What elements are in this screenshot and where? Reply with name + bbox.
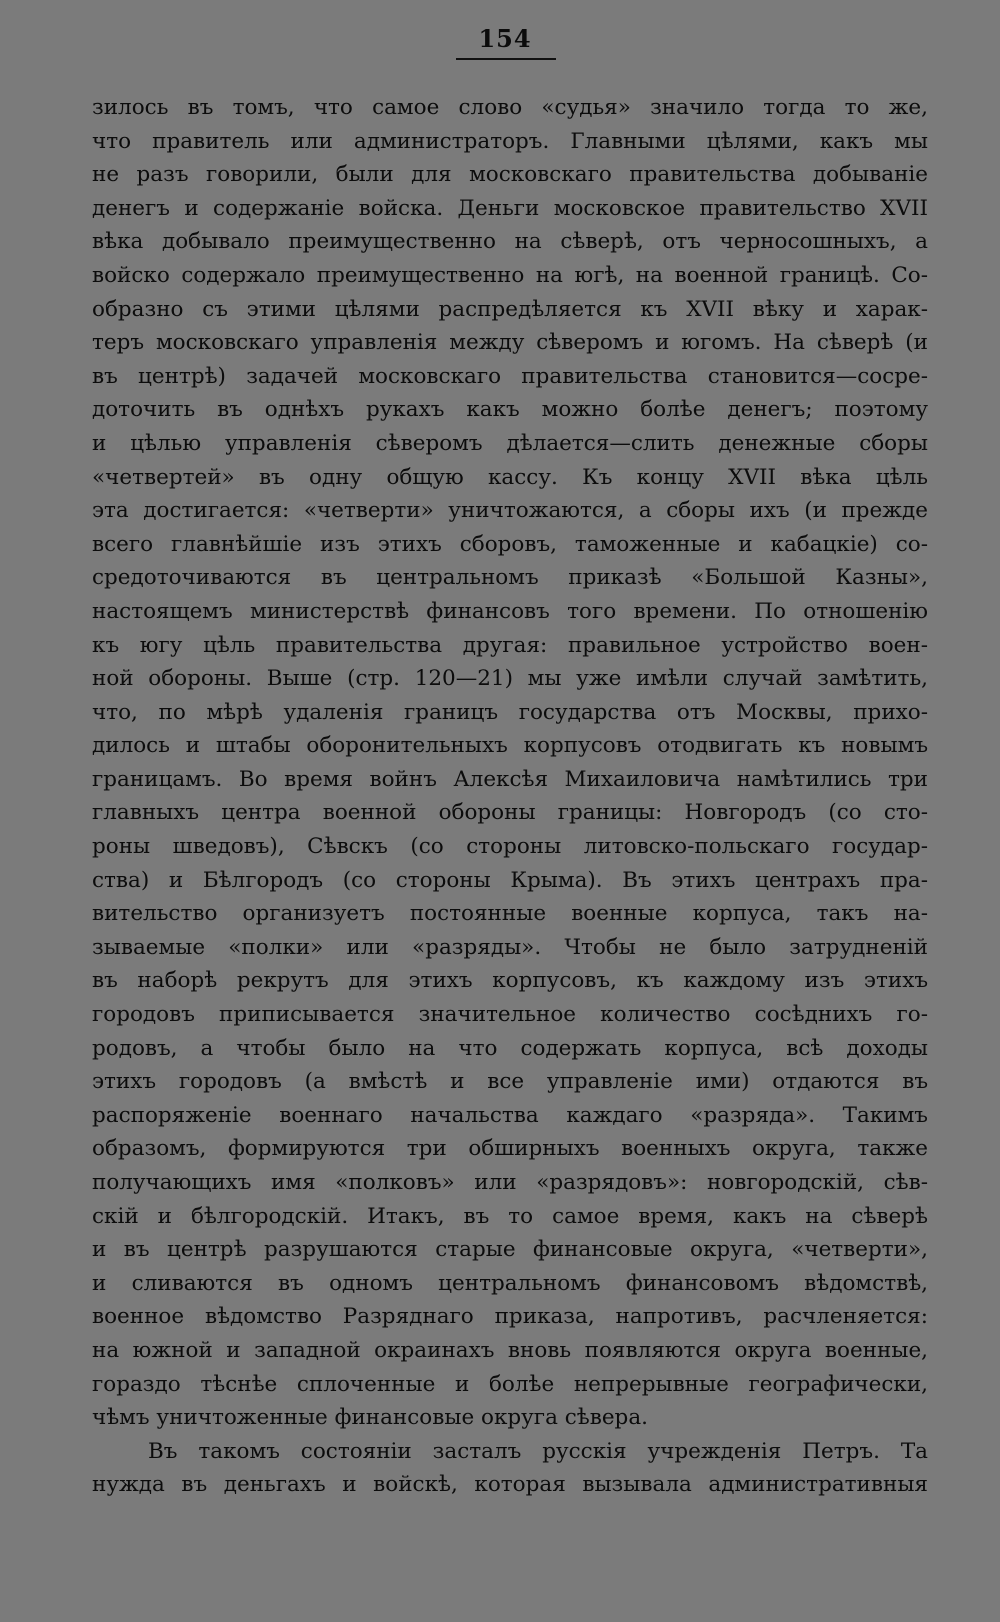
text-line: къ югу цѣль правительства другая: правильное устройство воен- xyxy=(92,632,928,658)
page-number: 154 xyxy=(478,24,532,53)
text-line: ной обороны. Выше (стр. 120—21) мы уже имѣли случай замѣтить, xyxy=(92,666,928,692)
text-line: Въ такомъ состояніи засталъ русскія учрежденія Петръ. Та xyxy=(148,1438,928,1464)
page-number-rule xyxy=(456,58,556,60)
text-line: родовъ, а чтобы было на что содержать корпуса, всѣ доходы xyxy=(92,1035,928,1061)
text-line: чѣмъ уничтоженные финансовые округа сѣвера. xyxy=(92,1405,648,1431)
text-line: этихъ городовъ (а вмѣстѣ и все управленіе ими) отдаются въ xyxy=(92,1069,928,1095)
text-line: на южной и западной окраинахъ вновь появляются округа военные, xyxy=(92,1337,928,1363)
text-line: границамъ. Во время войнъ Алексѣя Михаиловича намѣтились три xyxy=(92,766,928,792)
text-line: не разъ говорили, были для московскаго правительства добываніе xyxy=(92,162,928,188)
text-line: скій и бѣлгородскій. Итакъ, въ то самое время, какъ на сѣверѣ xyxy=(92,1203,928,1229)
text-line: нужда въ деньгахъ и войскѣ, которая вызывала административныя xyxy=(92,1472,928,1498)
text-line: зываемые «полки» или «разряды». Чтобы не было затрудненій xyxy=(92,934,928,960)
text-line: и сливаются въ одномъ центральномъ финансовомъ вѣдомствѣ, xyxy=(92,1270,928,1296)
text-line: главныхъ центра военной обороны границы: Новгородъ (со сто- xyxy=(92,800,928,826)
text-line: дилось и штабы оборонительныхъ корпусовъ отодвигать къ новымъ xyxy=(92,733,928,759)
text-line: гораздо тѣснѣе сплоченные и болѣе непрерывные географически, xyxy=(92,1371,928,1397)
text-line: средоточиваются въ центральномъ приказѣ «Большой Казны», xyxy=(92,565,928,591)
text-line: что, по мѣрѣ удаленія границъ государства отъ Москвы, прихо- xyxy=(92,699,928,725)
text-line: зилось въ томъ, что самое слово «судья» значило тогда то же, xyxy=(92,95,928,120)
text-line: денегъ и содержаніе войска. Деньги московское правительство XVII xyxy=(92,195,928,221)
text-line: доточить въ однѣхъ рукахъ какъ можно болѣе денегъ; поэтому xyxy=(92,397,928,423)
text-line: городовъ приписывается значительное количество сосѣднихъ го- xyxy=(92,1002,928,1028)
text-line: вѣка добывало преимущественно на сѣверѣ, отъ черносошныхъ, а xyxy=(92,229,928,255)
text-line: «четвертей» въ одну общую кассу. Къ концу XVII вѣка цѣль xyxy=(92,464,928,490)
text-line: получающихъ имя «полковъ» или «разрядовъ»: новгородскій, сѣв- xyxy=(92,1170,928,1195)
text-line: образно съ этими цѣлями распредѣляется къ XVII вѣку и харак- xyxy=(92,296,928,322)
paragraph-1 xyxy=(92,91,928,1435)
text-line: теръ московскаго управленія между сѣверомъ и югомъ. На сѣверѣ (и xyxy=(92,330,928,356)
text-line: образомъ, формируются три обширныхъ военныхъ округа, также xyxy=(92,1136,928,1162)
text-line: и цѣлью управленія сѣверомъ дѣлается—слить денежные сборы xyxy=(92,430,928,456)
text-line: распоряженіе военнаго начальства каждаго «разряда». Такимъ xyxy=(92,1102,928,1128)
text-line: всего главнѣйшіе изъ этихъ сборовъ, таможенные и кабацкіе) со- xyxy=(92,531,928,557)
text-line: войско содержало преимущественно на югѣ, на военной границѣ. Со- xyxy=(92,262,928,288)
text-line: военное вѣдомство Разряднаго приказа, напротивъ, расчленяется: xyxy=(92,1304,928,1330)
text-line: вительство организуетъ постоянные военные корпуса, такъ на- xyxy=(92,901,928,927)
paragraph-2 xyxy=(92,1435,928,1502)
text-line: и въ центрѣ разрушаются старые финансовые округа, «четверти», xyxy=(92,1237,928,1263)
text-line: что правитель или администраторъ. Главными цѣлями, какъ мы xyxy=(92,128,928,154)
text-line: настоящемъ министерствѣ финансовъ того времени. По отношенію xyxy=(92,598,928,624)
text-line: въ центрѣ) задачей московскаго правительства становится—сосре- xyxy=(92,363,928,389)
text-line: ства) и Бѣлгородъ (со стороны Крыма). Въ этихъ центрахъ пра- xyxy=(92,867,928,893)
text-line: роны шведовъ), Сѣвскъ (со стороны литовско-польскаго государ- xyxy=(92,834,928,860)
text-line: въ наборѣ рекрутъ для этихъ корпусовъ, къ каждому изъ этихъ xyxy=(92,968,928,994)
body-text xyxy=(92,91,928,1502)
text-line: эта достигается: «четверти» уничтожаются, а сборы ихъ (и прежде xyxy=(92,498,928,524)
